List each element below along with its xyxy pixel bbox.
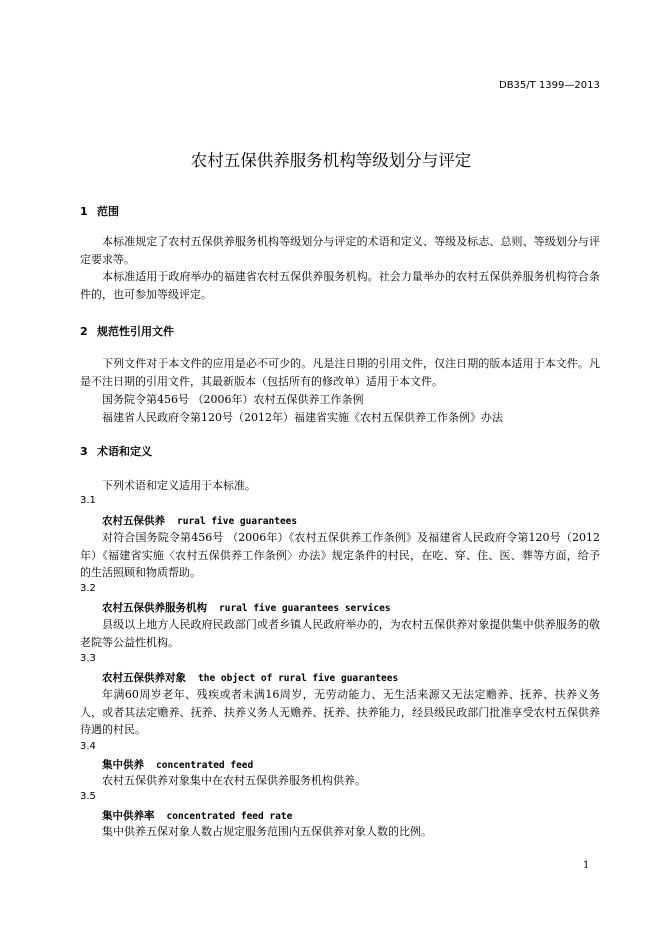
paragraph: 本标准规定了农村五保供养服务机构等级划分与评定的术语和定义、等级及标志、总则、等级划分与评定要求等。 [80, 235, 600, 266]
section-number: 1 [80, 205, 88, 218]
term-definition: 县级以上地方人民政府民政部门或者乡镇人民政府举办的，为农村五保供养对象提供集中供养服务的敬老院等公益性机构。 [80, 618, 600, 649]
paragraph: 下列术语和定义适用于本标准。 [102, 479, 256, 492]
term-number: 3.5 [80, 791, 96, 802]
term-zh: 农村五保供养服务机构 [102, 602, 207, 614]
standard-code: DB35/T 1399—2013 [499, 80, 600, 91]
page-number: 1 [583, 860, 590, 871]
term-title [102, 808, 292, 823]
paragraph: 本标准适用于政府举办的福建省农村五保供养服务机构。社会力量举办的农村五保供养服务机构符合条件的，也可参加等级评定。 [80, 270, 600, 301]
section-number: 3 [80, 445, 88, 458]
term-title [102, 513, 297, 528]
term-en: the object of rural five guarantees [198, 673, 399, 684]
reference-item: 国务院令第456号 （2006年）农村五保供养工作条例 [102, 393, 364, 406]
section-title: 范围 [97, 205, 119, 218]
section-1-heading [80, 203, 119, 219]
term-number: 3.2 [80, 583, 96, 594]
term-zh: 农村五保供养对象 [102, 672, 186, 684]
term-number: 3.3 [80, 653, 96, 664]
term-title [102, 670, 398, 685]
section-number: 2 [80, 325, 88, 338]
term-en: rural five guarantees [177, 516, 298, 527]
term-zh: 集中供养率 [102, 810, 155, 822]
term-zh: 集中供养 [102, 759, 144, 771]
section-3-heading [80, 443, 152, 459]
section-title: 规范性引用文件 [97, 325, 174, 338]
reference-item: 福建省人民政府令第120号（2012年）福建省实施《农村五保供养工作条例》办法 [102, 411, 503, 424]
term-en: concentrated feed rate [166, 811, 293, 822]
document-title: 农村五保供养服务机构等级划分与评定 [190, 151, 472, 170]
section-title: 术语和定义 [97, 445, 152, 458]
term-en: concentrated feed [156, 760, 254, 771]
term-title [102, 600, 391, 615]
term-definition: 年满60周岁老年、残疾或者未满16周岁，无劳动能力、无生活来源又无法定赡养、抚养、扶养义务人，或者其法定赡养、抚养、扶养义务人无赡养、抚养、扶养能力，经县级民政部门批准享受农村五保供养待遇的村民。 [80, 688, 600, 736]
term-definition: 农村五保供养对象集中在农村五保供养服务机构供养。 [102, 774, 366, 787]
term-number: 3.1 [80, 495, 96, 506]
section-2-heading [80, 323, 174, 339]
term-definition: 对符合国务院令第456号 （2006年）《农村五保供养工作条例》及福建省人民政府令第120号（2012年）《福建省实施〈农村五保供养工作条例〉办法》规定条件的村民，在吃、穿、住、医、葬等方面，给予的生活照顾和物质帮助。 [80, 531, 600, 579]
term-title [102, 757, 253, 772]
term-zh: 农村五保供养 [102, 515, 165, 527]
paragraph: 下列文件对于本文件的应用是必不可少的。凡是注日期的引用文件，仅注日期的版本适用于本文件。凡是不注日期的引用文件，其最新版本（包括所有的修改单）适用于本文件。 [80, 357, 600, 388]
term-number: 3.4 [80, 741, 96, 752]
term-en: rural five guarantees services [219, 603, 391, 614]
term-definition: 集中供养五保对象人数占规定服务范围内五保供养对象人数的比例。 [102, 825, 432, 838]
